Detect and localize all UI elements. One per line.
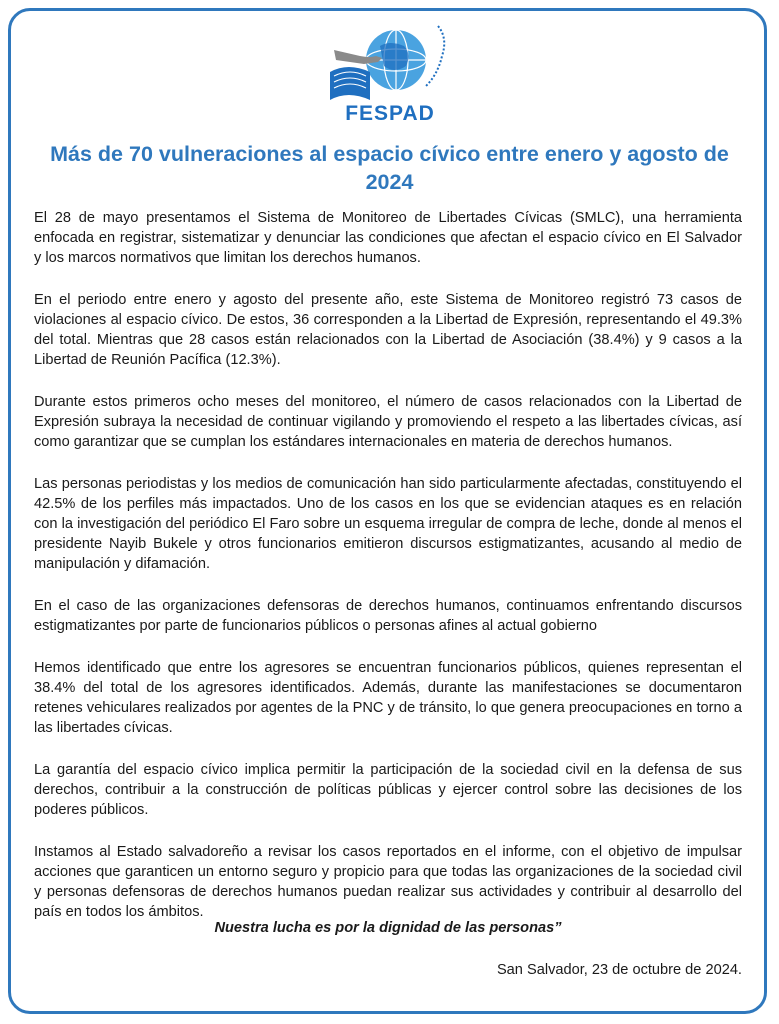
paragraph-8: Instamos al Estado salvadoreño a revisar los casos reportados en el informe, con el objetivo de impulsar acciones que garanticen un entorno seguro y propicio para que todas las organizaciones de la sociedad civil y personas defensoras de derechos humanos puedan realizar sus actividades y contribuir al desarrollo del país en todos los ámbitos. [34,844,742,920]
motto: Nuestra lucha es por la dignidad de las personas” [214,920,562,936]
paragraph-4: Las personas periodistas y los medios de comunicación han sido particularmente afectadas, constituyendo el 42.5% de los perfiles más impactados. Uno de los casos en los que se evidencian ataques es en relación con la investigación del periódico El Faro sobre un esquema irregular de compra de leche, donde al menos el presidente Nayib Bukele y otros funcionarios emitieron discursos estigmatizantes, acusando al medio de manipulación y difamación. [34,476,742,572]
paragraph-5: En el caso de las organizaciones defensoras de derechos humanos, continuamos enfrentando discursos estigmatizantes por parte de funcionarios públicos o personas afines al actual gobierno [34,598,742,634]
paragraph-3: Durante estos primeros ocho meses del monitoreo, el número de casos relacionados con la Libertad de Expresión subraya la necesidad de continuar vigilando y promoviendo el respeto a las libertades cívicas, así como garantizar que se cumplan los estándares internacionales en materia de derechos humanos. [34,394,742,450]
paragraph-6: Hemos identificado que entre los agresores se encuentran funcionarios públicos, quienes representan el 38.4% del total de los agresores identificados. Además, durante las manifestaciones se documentaron retenes vehiculares realizados por agentes de la PNC y de tránsito, lo que genera preocupaciones en torno a las libertades cívicas. [34,660,742,736]
paragraph-1: El 28 de mayo presentamos el Sistema de Monitoreo de Libertades Cívicas (SMLC), una herramienta enfocada en registrar, sistematizar y denunciar las condiciones que afectan el espacio cívico en El Salvador y los marcos normativos que limitan los derechos humanos. [34,210,742,266]
signoff-date: San Salvador, 23 de octubre de 2024. [496,962,742,978]
paragraph-7: La garantía del espacio cívico implica permitir la participación de la sociedad civil en la defensa de sus derechos, contribuir a la construcción de políticas públicas y ejercer control sobre las decisiones de los poderes públicos. [34,762,742,818]
logo-emblem-icon [320,16,460,126]
page-title: Más de 70 vulneraciones al espacio cívico entre enero y agosto de 2024 [50,142,729,194]
fespad-logo [320,16,460,126]
document-body [34,208,742,944]
logo-wordmark: FESPAD [345,102,435,125]
paragraph-2: En el periodo entre enero y agosto del presente año, este Sistema de Monitoreo registró 73 casos de violaciones al espacio cívico. De estos, 36 corresponden a la Libertad de Expresión, representando el 49.3% del total. Mientras que 28 casos están relacionados con la Libertad de Asociación (38.4%) y 9 casos a la Libertad de Reunión Pacífica (12.3%). [34,292,742,368]
